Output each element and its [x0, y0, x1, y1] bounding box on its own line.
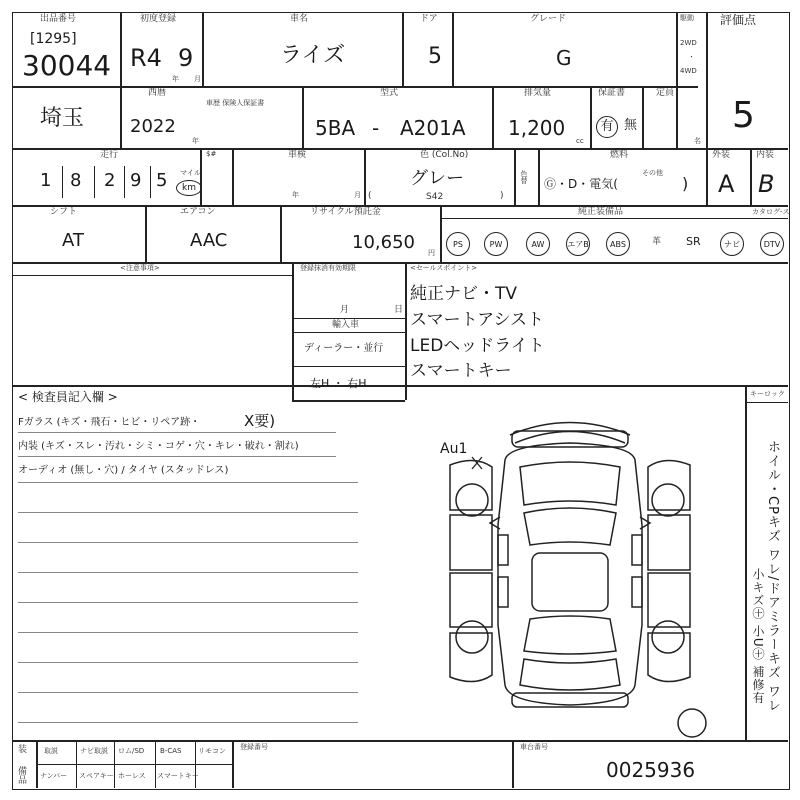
score-value: 5: [732, 95, 755, 136]
model-label: 型式: [380, 88, 399, 98]
sales-point: 純正ナビ・TV: [410, 284, 518, 304]
warranty-label: 保証書: [598, 88, 626, 98]
divider: [76, 740, 77, 788]
capacity-unit: 名: [694, 137, 701, 145]
divider: [292, 332, 405, 333]
equip-pw: PW: [484, 232, 508, 256]
day-label: 日: [394, 305, 404, 315]
mileage-label: 走行: [100, 150, 119, 160]
year-value: 2022: [130, 116, 176, 137]
divider: [440, 205, 442, 262]
import-label: 輸入車: [332, 320, 360, 330]
displacement-unit: cc: [576, 137, 584, 145]
divider: [706, 12, 708, 148]
mileage-unit-small: マイル: [180, 169, 201, 177]
divider: [280, 205, 282, 262]
bottom-label: ロム/SD: [118, 747, 145, 755]
interior-label: 内装: [756, 150, 775, 160]
chassis-value: 0025936: [606, 758, 696, 782]
equipment-col-bottom: 備品: [16, 766, 26, 784]
drive-label: 駆動: [680, 14, 694, 22]
equip-airbag: エアB: [566, 232, 590, 256]
equip-aw: AW: [526, 232, 550, 256]
exterior-value: A: [718, 170, 735, 198]
import-handle: 左H ・ 右H: [310, 377, 367, 390]
fuel-other: その他: [642, 169, 663, 177]
sales-points-label: <セールスポイント>: [410, 264, 478, 272]
divider: [202, 12, 204, 86]
drive-sep: ・: [688, 53, 695, 61]
divider: [538, 148, 540, 205]
divider: [745, 385, 747, 740]
grade-label: グレード: [530, 14, 567, 24]
aircon-value: AAC: [190, 230, 228, 251]
first-reg-era: R4: [130, 44, 162, 72]
aircon-label: エアコン: [180, 207, 216, 217]
divider: [12, 740, 788, 742]
inspector-line1-mark: X要): [244, 412, 276, 430]
equipment-col-top: 装: [18, 745, 28, 755]
divider: [232, 148, 234, 205]
capacity-label: 定員: [656, 88, 675, 98]
diagram-note: Au1: [440, 441, 468, 457]
recolor-label: 色替: [520, 170, 528, 184]
shaken-label: 車検: [288, 150, 307, 160]
equip-navi: ナビ: [720, 232, 744, 256]
divider: [12, 86, 698, 88]
drive-4wd: 4WD: [680, 67, 697, 75]
year-unit: 年: [192, 137, 199, 145]
divider: [292, 318, 405, 319]
keylock-label: キーロック: [750, 390, 785, 398]
doors-label: ドア: [420, 14, 438, 24]
inspection-label: 登録抹消有効期限: [300, 264, 356, 272]
divider: [750, 148, 752, 205]
divider: [195, 740, 196, 788]
history-small: 車歴 保険人保証書: [206, 99, 265, 107]
divider: [402, 12, 404, 86]
divider: [120, 12, 122, 148]
first-reg-month: 9: [178, 44, 194, 72]
shift-value: AT: [62, 230, 84, 251]
interior-value: B: [758, 170, 775, 198]
divider: [642, 86, 644, 148]
color-paren-open: (: [368, 191, 372, 201]
color-label: 色 (Col.No): [420, 150, 469, 160]
divider: [676, 12, 678, 148]
divider: [155, 740, 156, 788]
import-dealer: ディーラー・並行: [304, 343, 384, 354]
car-name-label: 車名: [290, 14, 309, 24]
inspector-line2: 内装 (キズ・スレ・汚れ・シミ・コゲ・穴・キレ・破れ・割れ): [18, 441, 299, 452]
recycle-label: リサイクル預託金: [310, 207, 381, 217]
first-reg-month-unit: 月: [194, 75, 201, 83]
equip-dtv: DTV: [760, 232, 784, 256]
displacement-label: 排気量: [524, 88, 552, 98]
divider: [590, 86, 592, 148]
equip-leather: 革: [652, 237, 662, 247]
fuel-close: ): [682, 174, 689, 193]
equip-ps: PS: [446, 232, 470, 256]
month-label: 月: [340, 305, 350, 315]
divider: [706, 148, 708, 205]
shift-label: シフト: [50, 207, 78, 217]
color-paren-close: ): [500, 191, 504, 201]
model-dash: -: [372, 116, 380, 140]
equipment-label: 純正装備品: [578, 207, 624, 217]
divider: [514, 148, 516, 205]
divider: [405, 262, 407, 400]
mileage-digit: 1: [40, 170, 52, 191]
model-prefix: 5BA: [315, 116, 356, 140]
warranty-yes: 有: [596, 116, 618, 138]
divider: [145, 205, 147, 262]
registration-label: 登録番号: [240, 743, 268, 751]
divider: [12, 205, 788, 207]
side-legend-line1: ホイル・CPキズ ワレ/ドアミラーキズ ワレ: [765, 440, 780, 713]
catalogue-label: カタログ-ス: [752, 208, 790, 216]
fuel-label: 燃料: [610, 150, 629, 160]
sales-point: スマートアシスト: [410, 310, 544, 330]
doors-value: 5: [428, 44, 442, 69]
divider: [292, 262, 294, 400]
divider: [364, 148, 366, 205]
score-label: 評価点: [720, 13, 757, 27]
mileage-unit: km: [176, 180, 202, 196]
divider: [292, 400, 405, 402]
divider: [292, 366, 405, 367]
shaken-year-unit: 年: [292, 191, 299, 199]
notes-label: <注意事項>: [120, 264, 160, 272]
divider: [12, 385, 788, 387]
region-value: 埼玉: [40, 106, 85, 131]
exterior-label: 外装: [712, 150, 731, 160]
inspector-title: < 検査員記入欄 >: [18, 390, 118, 404]
bottom-label: ナンバー: [40, 772, 68, 780]
side-legend-line2: 小キズ㊉ 小U㊉ 補修有: [751, 568, 765, 705]
sales-point: LEDヘッドライト: [410, 336, 545, 356]
divider: [114, 740, 115, 788]
mileage-digit: 9: [130, 170, 142, 191]
sales-point: スマートキー: [410, 361, 512, 381]
recycle-unit: 円: [428, 249, 435, 257]
drive-2wd: 2WD: [680, 39, 697, 47]
divider: [12, 275, 292, 276]
recycle-value: 10,650: [352, 232, 415, 253]
car-name-value: ライズ: [280, 43, 346, 68]
divider: [452, 12, 454, 86]
divider: [36, 764, 232, 765]
divider: [232, 740, 234, 788]
warranty-no: 無: [624, 118, 638, 133]
bottom-label: スマートキー: [157, 772, 199, 780]
divider: [302, 86, 304, 148]
model-code: A201A: [400, 116, 466, 140]
divider: [745, 402, 788, 403]
equip-abs: ABS: [606, 232, 630, 256]
grade-value: G: [556, 46, 572, 70]
bottom-label: リモコン: [198, 747, 226, 755]
divider: [512, 740, 514, 788]
lot-code: [1295]: [30, 31, 77, 47]
bottom-label: ホーレス: [118, 772, 146, 780]
shaken-month-unit: 月: [354, 191, 361, 199]
year-label: 西暦: [148, 88, 167, 98]
bottom-label: B-CAS: [160, 747, 182, 755]
inspector-line3: オーディオ (無し・穴) / タイヤ (スタッドレス): [18, 465, 229, 476]
equip-sr: SR: [686, 235, 701, 248]
first-reg-label: 初度登録: [140, 14, 177, 24]
bottom-label: スペアキー: [79, 772, 114, 780]
lot-number: 30044: [22, 49, 112, 82]
mileage-digit: 2: [104, 170, 116, 191]
sharp-label: $#: [206, 150, 217, 158]
color-value: グレー: [410, 168, 464, 189]
displacement-value: 1,200: [508, 116, 566, 140]
bottom-label: 取説: [44, 747, 58, 755]
divider: [492, 86, 494, 148]
color-code: S42: [426, 192, 444, 202]
divider: [440, 218, 788, 219]
inspector-line1: Fガラス (キズ・飛石・ヒビ・リペア跡・: [18, 417, 201, 428]
first-reg-year-unit: 年: [172, 75, 179, 83]
mileage-digit: 5: [156, 170, 168, 191]
lot-label: 出品番号: [40, 14, 77, 24]
bottom-label: ナビ取説: [80, 747, 108, 755]
divider: [12, 148, 788, 150]
chassis-label: 車台番号: [520, 743, 548, 751]
fuel-options: Ⓖ・D・電気(: [544, 177, 618, 191]
mileage-digit: 8: [70, 170, 82, 191]
